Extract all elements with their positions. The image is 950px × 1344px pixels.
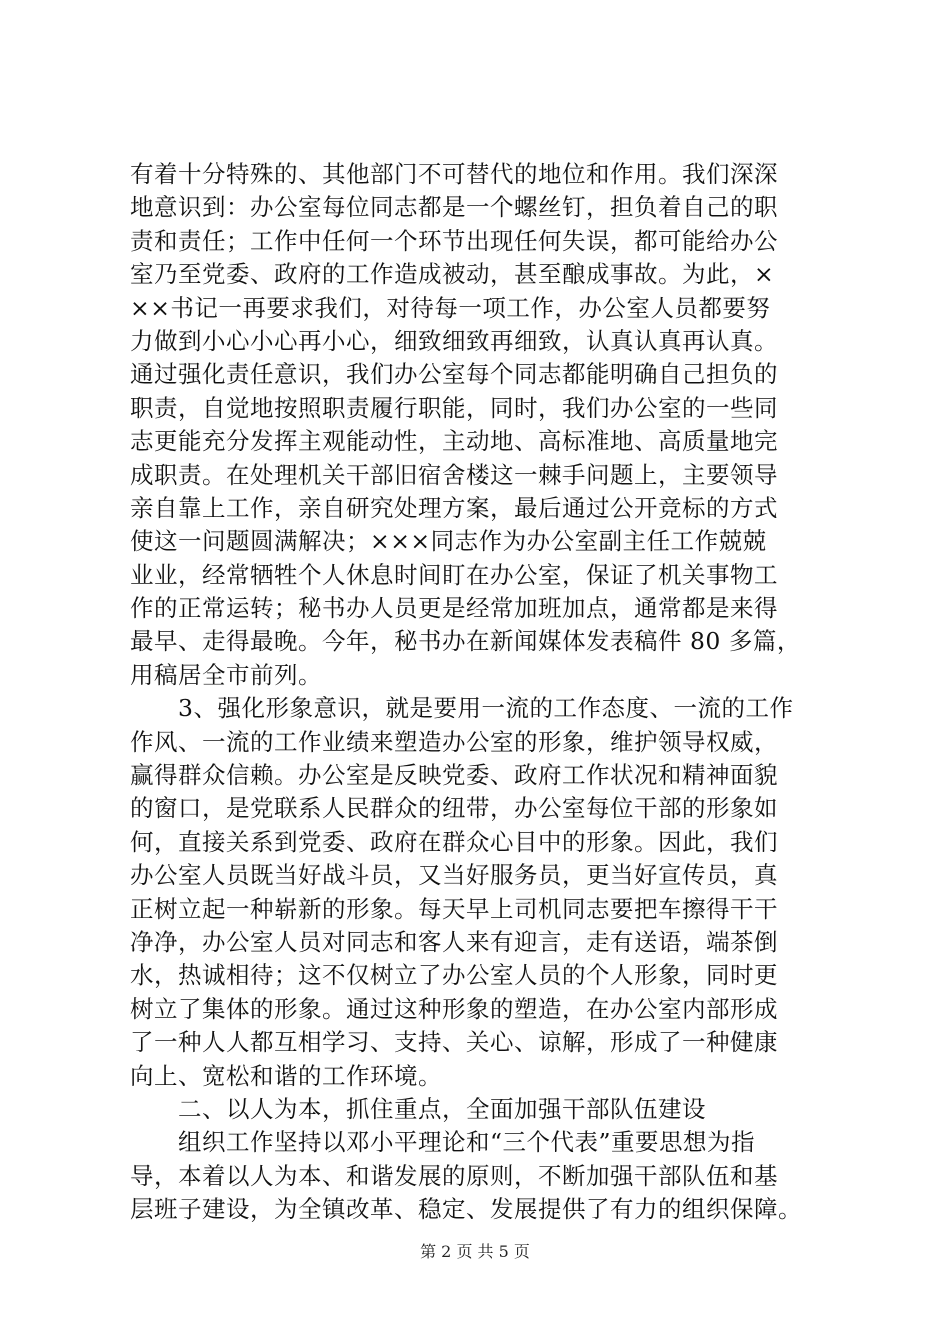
text-line: 最早、走得最晚。今年，秘书办在新闻媒体发表稿件 80 多篇， xyxy=(130,627,801,656)
text-line: 亲自靠上工作，亲自研究处理方案，最后通过公开竞标的方式 xyxy=(130,493,778,522)
text-line: 有着十分特殊的、其他部门不可替代的地位和作用。我们深深 xyxy=(130,160,778,188)
text-line: 了一种人人都互相学习、支持、关心、谅解，形成了一种健康 xyxy=(130,1028,778,1057)
page-number-footer: 第 2 页 共 5 页 xyxy=(420,1242,530,1261)
text-line: 通过强化责任意识，我们办公室每个同志都能明确自己担负的 xyxy=(130,360,778,389)
text-line: 赢得群众信赖。办公室是反映党委、政府工作状况和精神面貌 xyxy=(130,761,778,790)
text-line: 作风、一流的工作业绩来塑造办公室的形象，维护领导权威， xyxy=(130,727,778,756)
text-line: 办公室人员既当好战斗员，又当好服务员，更当好宣传员，真 xyxy=(130,861,778,890)
text-line: 力做到小心小心再小心，细致细致再细致，认真认真再认真。 xyxy=(130,326,778,355)
text-line: ××书记一再要求我们，对待每一项工作，办公室人员都要努 xyxy=(130,293,771,322)
text-line: 净净，办公室人员对同志和客人来有迎言，走有送语，端茶倒 xyxy=(130,927,778,956)
text-line: 职责，自觉地按照职责履行职能，同时，我们办公室的一些同 xyxy=(130,393,778,422)
text-line: 的窗口，是党联系人民群众的纽带，办公室每位干部的形象如 xyxy=(130,794,778,823)
text-line: 用稿居全市前列。 xyxy=(130,660,322,689)
text-line: 业业，经常牺牲个人休息时间盯在办公室，保证了机关事物工 xyxy=(130,560,778,589)
text-line: 作的正常运转；秘书办人员更是经常加班加点，通常都是来得 xyxy=(130,594,778,623)
text-line: 地意识到：办公室每位同志都是一个螺丝钉，担负着自己的职 xyxy=(130,193,778,222)
text-line: 水，热诚相待；这不仅树立了办公室人员的个人形象，同时更 xyxy=(130,961,778,990)
text-line: 何，直接关系到党委、政府在群众心目中的形象。因此，我们 xyxy=(130,827,778,856)
text-line: 正树立起一种崭新的形象。每天早上司机同志要把车擦得干干 xyxy=(130,894,778,923)
text-line: 室乃至党委、政府的工作造成被动，甚至酿成事故。为此，× xyxy=(130,260,775,289)
text-line: 树立了集体的形象。通过这种形象的塑造，在办公室内部形成 xyxy=(130,994,778,1023)
text-line: 使这一问题圆满解决；×××同志作为办公室副主任工作兢兢 xyxy=(130,527,767,556)
paragraph-start-line: 3、强化形象意识，就是要用一流的工作态度、一流的工作 xyxy=(130,694,794,723)
text-line: 责和责任；工作中任何一个环节出现任何失误，都可能给办公 xyxy=(130,226,778,255)
text-line: 层班子建设，为全镇改革、稳定、发展提供了有力的组织保障。 xyxy=(130,1195,802,1224)
section-heading: 二、以人为本，抓住重点，全面加强干部队伍建设 xyxy=(130,1094,706,1123)
body-text xyxy=(130,158,835,1227)
text-line: 志更能充分发挥主观能动性，主动地、高标准地、高质量地完 xyxy=(130,427,778,456)
text-line: 成职责。在处理机关干部旧宿舍楼这一棘手问题上，主要领导 xyxy=(130,460,778,489)
text-line: 向上、宽松和谐的工作环境。 xyxy=(130,1061,442,1090)
text-line: 导，本着以人为本、和谐发展的原则，不断加强干部队伍和基 xyxy=(130,1161,778,1190)
paragraph-start-line: 组织工作坚持以邓小平理论和“三个代表”重要思想为指 xyxy=(130,1128,756,1157)
